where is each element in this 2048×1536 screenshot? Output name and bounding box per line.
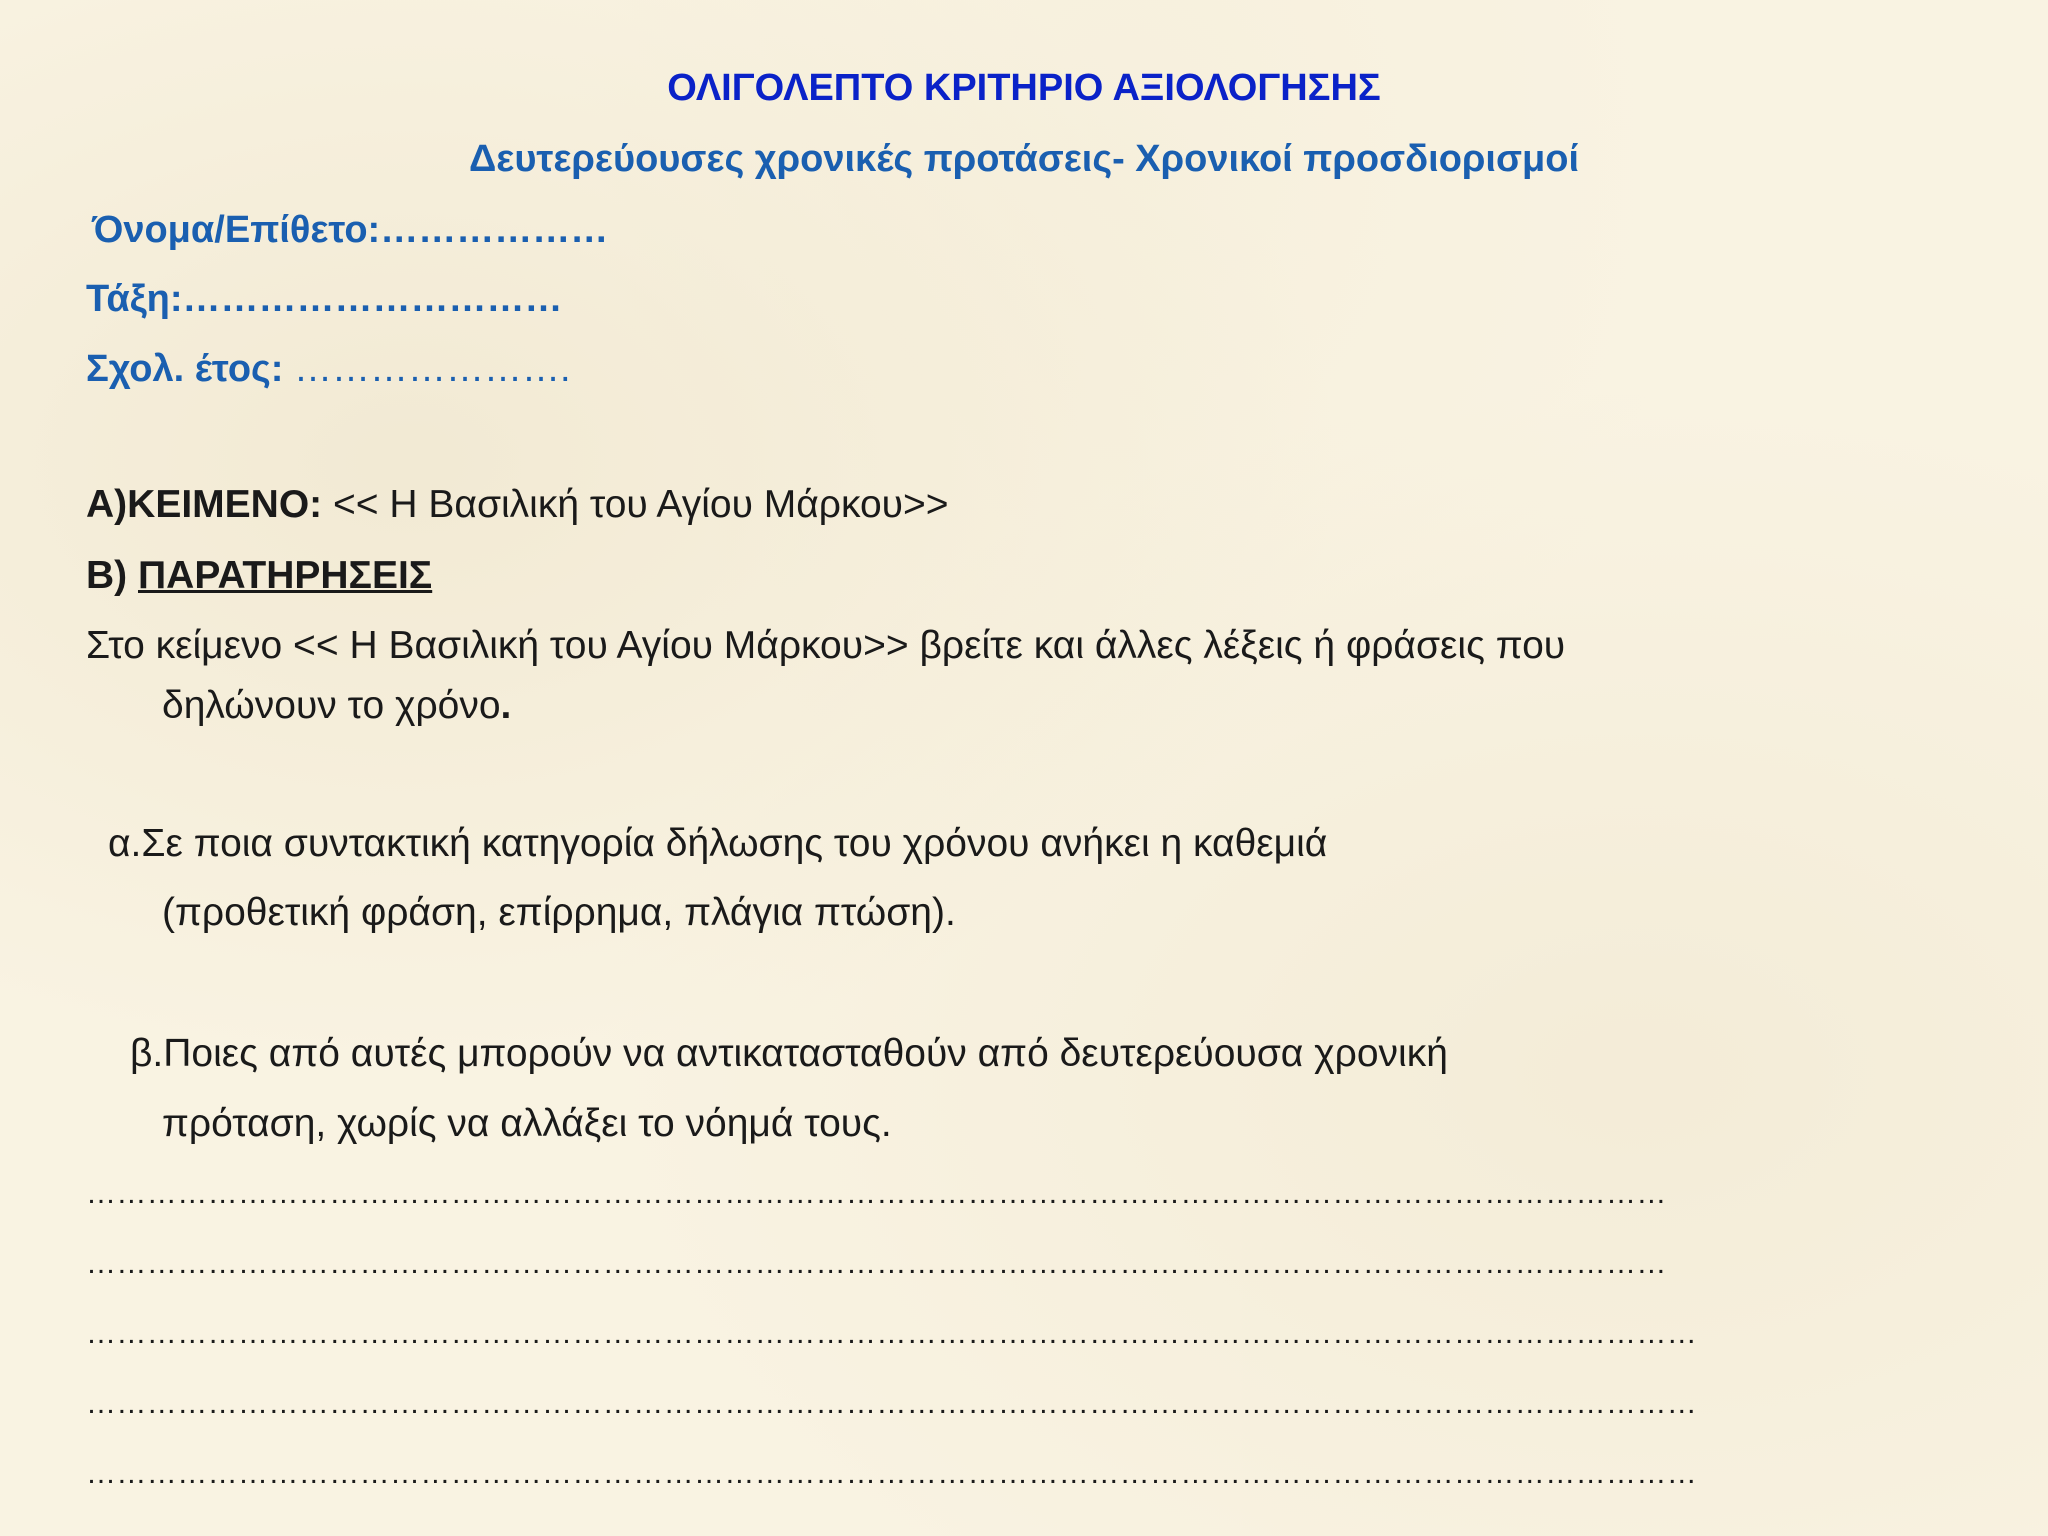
page-title: ΟΛΙΓΟΛΕΠΤΟ ΚΡΙΤΗΡΙΟ ΑΞΙΟΛΟΓΗΣΗΣ [667,67,1381,109]
answer-line[interactable]: …………………………………………………………………………………………………………………………………………… [86,1387,1698,1420]
school-year-blank: …………………. [283,348,571,390]
name-field: Όνομα/Επίθετο:……………… [92,209,609,251]
instruction-line-2-end: . [500,684,512,727]
instruction-line-2-text: δηλώνουν το χρόνο [162,684,501,727]
section-b-label: ΠΑΡΑΤΗΡΗΣΕΙΣ [138,554,433,597]
answer-line[interactable]: ………………………………………………………………………………………………………………………………………… [86,1177,1667,1210]
question-b-line-2: πρόταση, χωρίς να αλλάξει το νόημά τους. [162,1102,892,1145]
section-a [86,481,949,529]
class-field: Τάξη:………………………… [86,278,563,320]
school-year-label: Σχολ. έτος: [86,348,284,390]
section-a-label: Α)ΚΕΙΜΕΝΟ: [86,483,323,526]
section-b [86,552,432,600]
question-a-line-2: (προθετική φράση, επίρρημα, πλάγια πτώση). [162,891,956,934]
page-subtitle: Δευτερεύουσες χρονικές προτάσεις- Χρονικοί προσδιορισμοί [468,138,1580,180]
question-b-line-1: β.Ποιες από αυτές μπορούν να αντικατασταθούν από δευτερεύουσα χρονική [130,1032,1448,1075]
answer-line[interactable]: ………………………………………………………………………………………………………………………………………… [86,1247,1667,1280]
section-b-prefix: Β) [86,554,138,597]
question-a-line-1: α.Σε ποια συντακτική κατηγορία δήλωσης του χρόνου ανήκει η καθεμιά [108,822,1328,865]
school-year-field [86,345,571,393]
answer-line[interactable]: …………………………………………………………………………………………………………………………………………… [86,1317,1698,1350]
instruction-line-1: Στο κείμενο << Η Βασιλική του Αγίου Μάρκου>> βρείτε και άλλες λέξεις ή φράσεις που [86,624,1566,667]
answer-line[interactable]: …………………………………………………………………………………………………………………………………………… [86,1457,1698,1490]
instruction-line-2 [162,682,511,730]
section-a-text: << Η Βασιλική του Αγίου Μάρκου>> [322,483,949,526]
